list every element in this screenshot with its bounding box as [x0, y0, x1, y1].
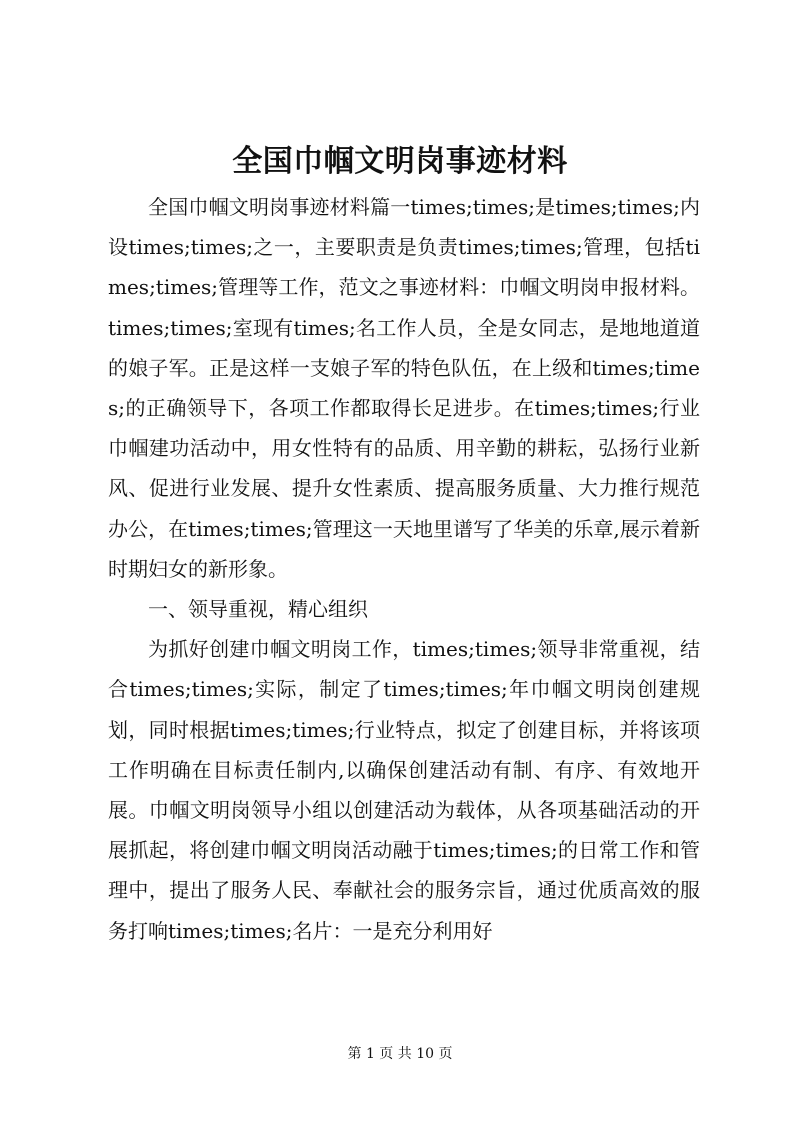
document-title: 全国巾帼文明岗事迹材料	[232, 144, 568, 179]
paragraph-intro: 全国巾帼文明岗事迹材料篇一times;times;是times;times;内设times;times;之一，主要职责是负责times;times;管理，包括times;times;管理等工作，范文之事迹材料：巾帼文明岗申报材料。times;times;室现有times;名工作人员，全是女同志，是地地道道的娘子军。正是这样一支娘子军的特色队伍，在上级和times;times;的正确领导下，各项工作都取得长足进步。在times;times;行业巾帼建功活动中，用女性特有的品质、用辛勤的耕耘，弘扬行业新风、促进行业发展、提升女性素质、提高服务质量、大力推行规范办公，在times;times;管理这一天地里谱写了华美的乐章,展示着新时期妇女的新形象。	[108, 195, 700, 581]
section-heading-1: 一、领导重视，精心组织	[148, 597, 368, 622]
page-number-footer: 第 1 页 共 10 页	[347, 1046, 453, 1062]
document-body	[108, 187, 700, 951]
paragraph-section-1: 为抓好创建巾帼文明岗工作，times;times;领导非常重视，结合times;times;实际，制定了times;times;年巾帼文明岗创建规划，同时根据times;times;行业特点，拟定了创建目标，并将该项工作明确在目标责任制内,以确保创建活动有制、有序、有效地开展。巾帼文明岗领导小组以创建活动为载体，从各项基础活动的开展抓起，将创建巾帼文明岗活动融于times;times;的日常工作和管理中，提出了服务人民、奉献社会的服务宗旨，通过优质高效的服务打响times;times;名片：一是充分利用好	[108, 637, 700, 943]
